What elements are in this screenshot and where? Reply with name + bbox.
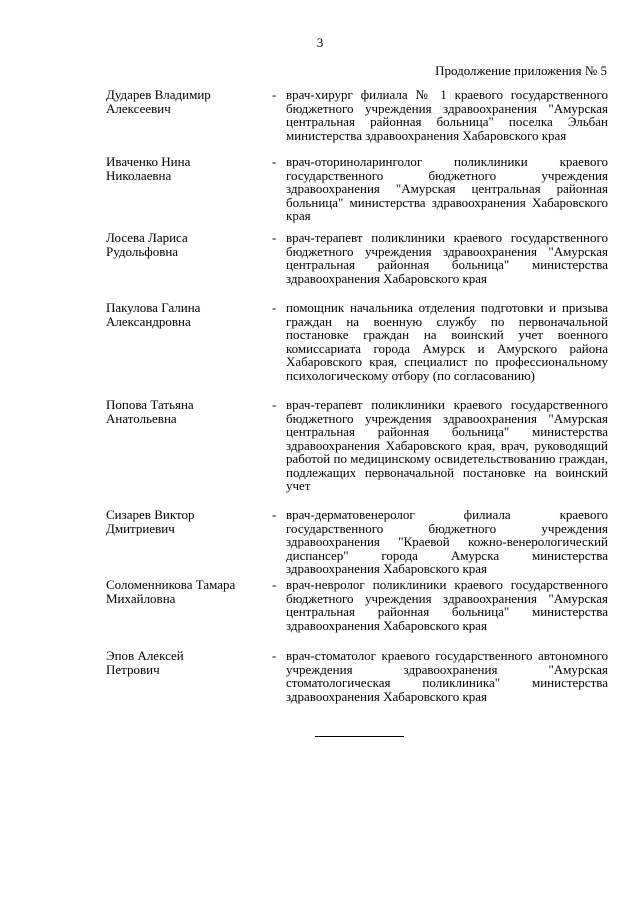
list-item bbox=[106, 649, 608, 705]
entry-name: Попова Татьяна Анатольевна bbox=[106, 397, 194, 426]
list-item bbox=[106, 155, 608, 221]
entry-description: врач-невролог поликлиники краевого государственного бюджетного учреждения здравоохранения "Амурская центральная районная больница" министерства здравоохранения Хабаровского края bbox=[286, 577, 608, 633]
list-item bbox=[106, 398, 608, 503]
entry-name: Эпов Алексей Петрович bbox=[106, 648, 184, 677]
entry-description: врач-стоматолог краевого государственного автономного учреждения здравоохранения "Амурская стоматологическая поликлиника" министерства здравоохранения Хабаровского края bbox=[286, 648, 608, 704]
entry-description: врач-терапевт поликлиники краевого государственного бюджетного учреждения здравоохранения "Амурская центральная районная больница" министерства здравоохранения Хабаровского края bbox=[286, 230, 608, 286]
entry-dash: - bbox=[272, 507, 277, 522]
entry-description: врач-оториноларинголог поликлиники краевого государственного бюджетного учреждения здравоохранения "Амурская центральная районная больница" министерства здравоохранения Хабаровского края bbox=[286, 154, 608, 223]
list-item bbox=[106, 88, 608, 154]
entry-dash: - bbox=[272, 154, 277, 169]
entry-dash: - bbox=[272, 577, 277, 592]
entry-name: Лосева Лариса Рудольфовна bbox=[106, 230, 188, 259]
entry-dash: - bbox=[272, 87, 277, 102]
entry-description: врач-хирург филиала № 1 краевого государственного бюджетного учреждения здравоохранения "Амурская центральная районная больница" поселка Эльбан министерства здравоохранения Хабаровского края bbox=[286, 87, 608, 143]
end-divider bbox=[315, 736, 404, 737]
list-item bbox=[106, 508, 608, 574]
list-item bbox=[106, 578, 608, 644]
entry-description: врач-дерматовенеролог филиала краевого государственного бюджетного учреждения здравоохранения "Краевой кожно-венерологический диспансер" города Амурска министерства здравоохранения Хабаровского края bbox=[286, 507, 608, 576]
page-number: 3 bbox=[316, 35, 324, 50]
entry-name: Дударев Владимир Алексеевич bbox=[106, 87, 211, 116]
list-item bbox=[106, 231, 608, 297]
entry-dash: - bbox=[272, 230, 277, 245]
entry-name: Иваченко Нина Николаевна bbox=[106, 154, 191, 183]
continuation-label: Продолжение приложения № 5 bbox=[435, 63, 607, 78]
entry-description: врач-терапевт поликлиники краевого государственного бюджетного учреждения здравоохранения "Амурская центральная районная больница" министерства здравоохранения Хабаровского края, врач, руководящий работой по медицинскому освидетельствованию граждан, подлежащих первоначальной постановке на воинский учет bbox=[286, 397, 608, 493]
entry-dash: - bbox=[272, 300, 277, 315]
entry-description: помощник начальника отделения подготовки и призыва граждан на военную службу по первоначальной постановке граждан на воинский учет военного комиссариата города Амурск и Амурского района Хабаровского края, специалист по профессиональному психологическому отбору (по согласованию) bbox=[286, 300, 608, 383]
entry-name: Соломенникова Тамара Михайловна bbox=[106, 577, 236, 606]
list-item bbox=[106, 301, 608, 389]
entry-name: Пакулова Галина Александровна bbox=[106, 300, 201, 329]
entry-dash: - bbox=[272, 397, 277, 412]
entry-dash: - bbox=[272, 648, 277, 663]
entry-name: Сизарев Виктор Дмитриевич bbox=[106, 507, 195, 536]
